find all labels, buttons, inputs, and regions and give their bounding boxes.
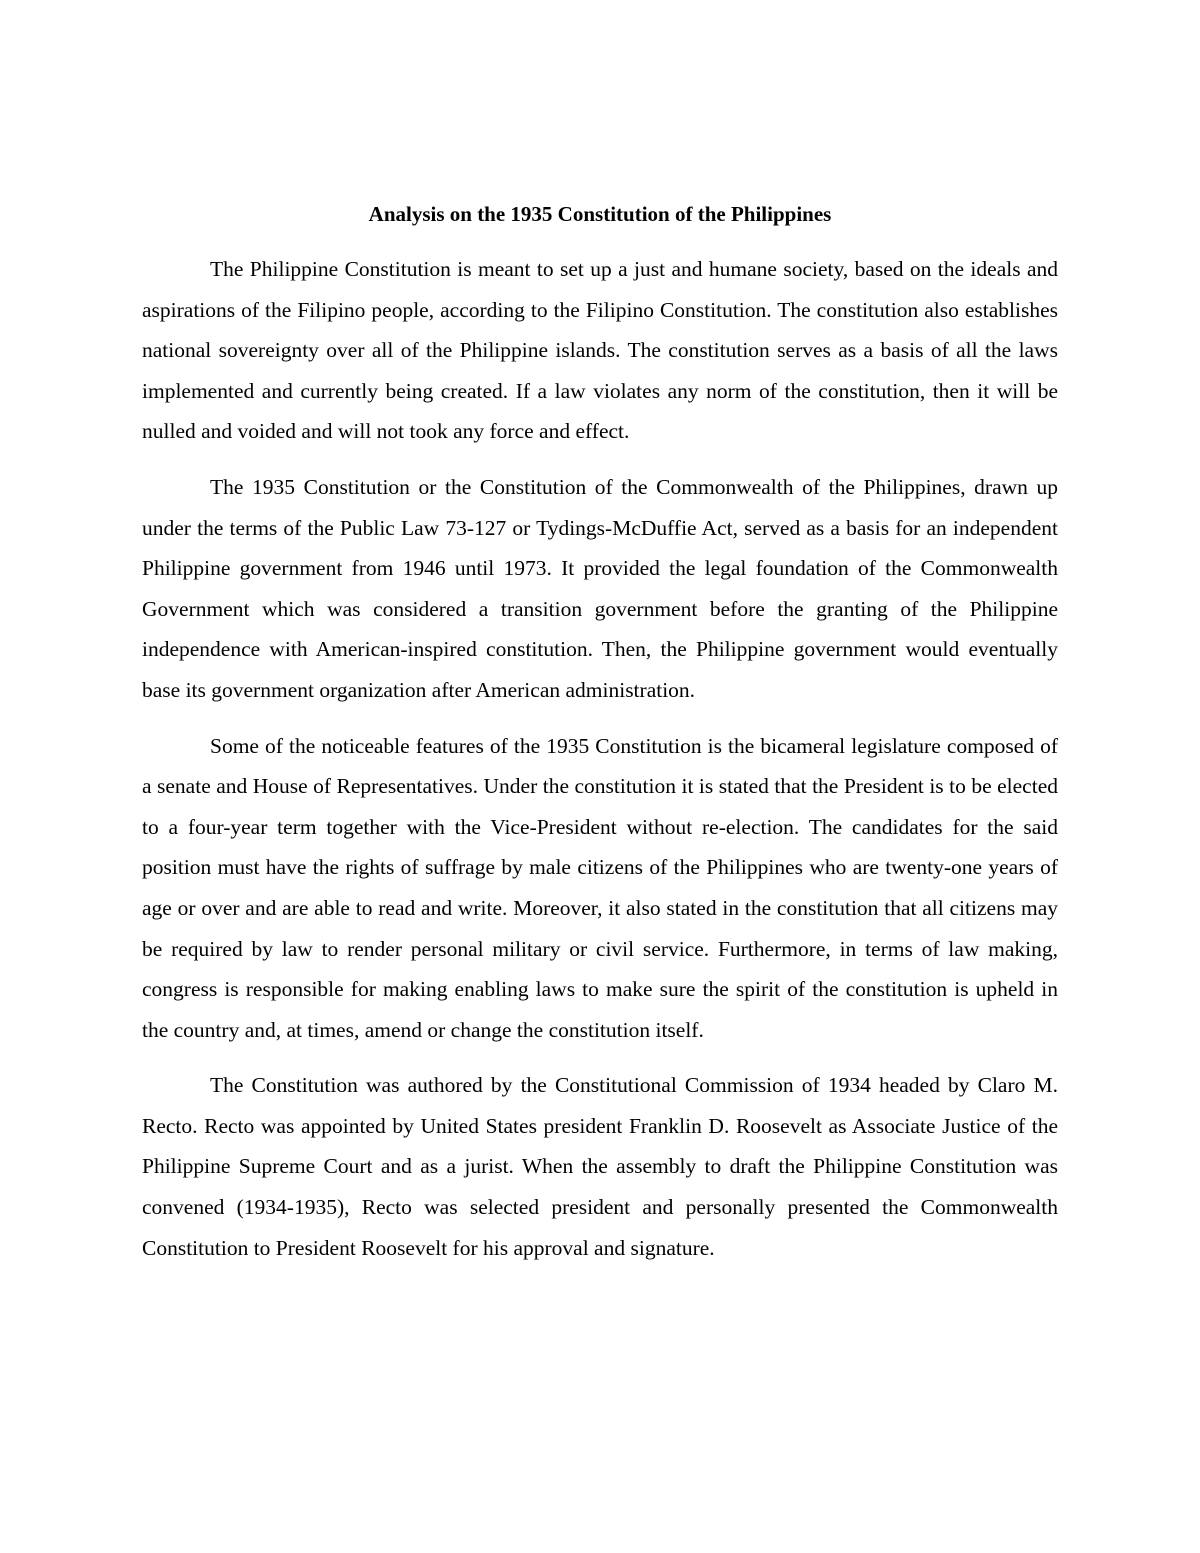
document-title: Analysis on the 1935 Constitution of the Philippines <box>368 202 832 226</box>
document-body <box>142 196 1058 1268</box>
paragraph-4: The Constitution was authored by the Constitutional Commission of 1934 headed by Claro M. Recto. Recto was appointed by United States president Franklin D. Roosevelt as Associate Justice of the Philippine Supreme Court and as a jurist. When the assembly to draft the Philippine Constitution was convened (1934-1935), Recto was selected president and personally presented the Commonwealth Constitution to President Roosevelt for his approval and signature. <box>142 1073 1058 1260</box>
paragraph-3: Some of the noticeable features of the 1935 Constitution is the bicameral legislature composed of a senate and House of Representatives. Under the constitution it is stated that the President is to be elected to a four-year term together with the Vice-President without re-election. The candidates for the said position must have the rights of suffrage by male citizens of the Philippines who are twenty-one years of age or over and are able to read and write. Moreover, it also stated in the constitution that all citizens may be required by law to render personal military or civil service. Furthermore, in terms of law making, congress is responsible for making enabling laws to make sure the spirit of the constitution is upheld in the country and, at times, amend or change the constitution itself. <box>142 733 1058 1042</box>
paragraph-1: The Philippine Constitution is meant to set up a just and humane society, based on the ideals and aspirations of the Filipino people, according to the Filipino Constitution. The constitution also establishes national sovereignty over all of the Philippine islands. The constitution serves as a basis of all the laws implemented and currently being created. If a law violates any norm of the constitution, then it will be nulled and voided and will not took any force and effect. <box>142 257 1058 444</box>
paragraph-2: The 1935 Constitution or the Constitution of the Commonwealth of the Philippines, drawn up under the terms of the Public Law 73-127 or Tydings-McDuffie Act, served as a basis for an independent Philippine government from 1946 until 1973. It provided the legal foundation of the Commonwealth Government which was considered a transition government before the granting of the Philippine independence with American-inspired constitution. Then, the Philippine government would eventually base its government organization after American administration. <box>142 474 1058 702</box>
